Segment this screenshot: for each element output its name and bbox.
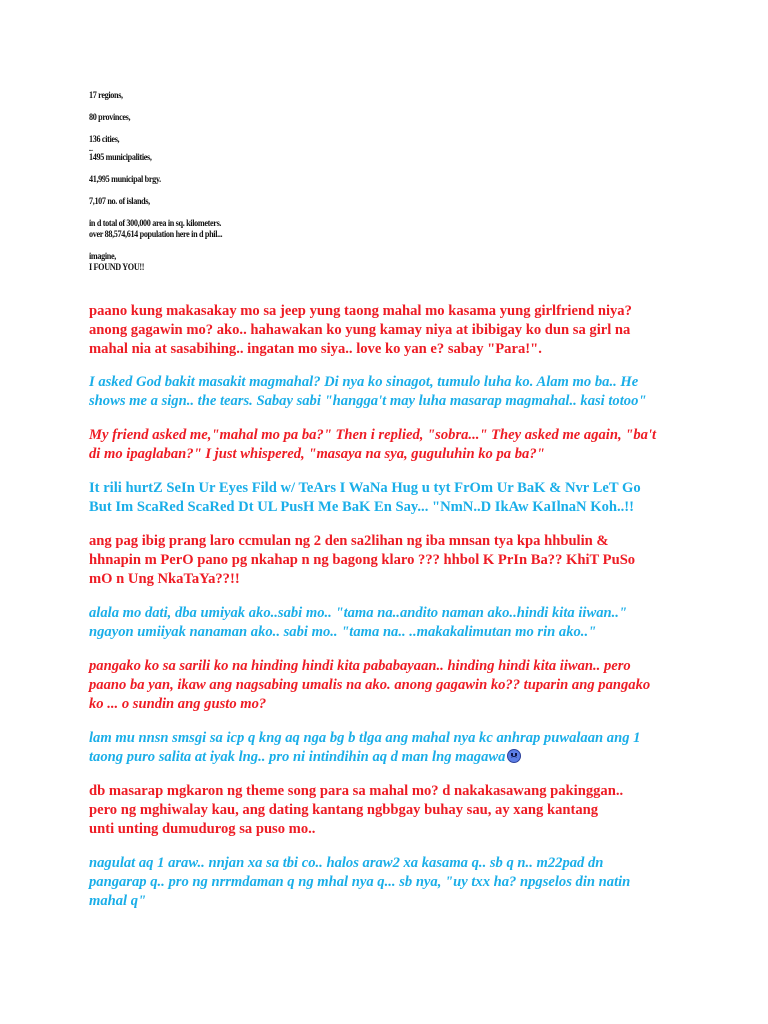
- stat-found-you: I FOUND YOU!!: [89, 263, 145, 273]
- paragraph-line: mahal nia at sasabihing.. ingatan mo siya.. love ko yan e? sabay "Para!".: [89, 341, 542, 357]
- paragraph-asked-god: [89, 373, 689, 411]
- paragraph-friend-asked: [89, 426, 689, 464]
- paragraph-line: My friend asked me,"mahal mo pa ba?" Then i replied, "sobra..." They asked me again, "ba't: [89, 427, 657, 443]
- stat-cities: 136 cities,: [89, 135, 120, 145]
- paragraph-line: mO n Ung NkaTaYa??!!: [89, 571, 240, 587]
- paragraph-line: pangarap q.. pro ng nrrmdaman q ng mhal nya q... sb nya, "uy txx ha? npgselos din natin: [89, 874, 631, 890]
- paragraph-lam-mu: [89, 729, 689, 767]
- paragraph-line: alala mo dati, dba umiyak ako..sabi mo.. "tama na..andito naman ako..hindi kita iiwan..": [89, 605, 628, 621]
- paragraph-line: pero ng mghiwalay kau, ang dating kantang ngbbgay buhay sau, ay xang kantang: [89, 802, 599, 818]
- paragraph-jeep: [89, 302, 689, 359]
- paragraph-line: I asked God bakit masakit magmahal? Di nya ko sinagot, tumulo luha ko. Alam mo ba.. He: [89, 374, 639, 390]
- paragraph-alala: [89, 604, 689, 642]
- paragraph-line: paano kung makasakay mo sa jeep yung taong mahal mo kasama yung girlfriend niya?: [89, 303, 632, 319]
- paragraph-line: ko ... o sundin ang gusto mo?: [89, 696, 267, 712]
- paragraph-line: paano ba yan, ikaw ang nagsabing umalis na ako. anong gagawin ko?? tuparin ang pangako: [89, 677, 651, 693]
- paragraph-line: pangako ko sa sarili ko na hinding hindi kita pababayaan.. hinding hindi kita iiwan.. pero: [89, 658, 631, 674]
- stat-ellipsis: ...: [89, 145, 93, 153]
- stat-regions: 17 regions,: [89, 91, 123, 101]
- stat-provinces: 80 provinces,: [89, 113, 131, 123]
- paragraph-line: lam mu nnsn smsgi sa icp q kng aq nga bg b tlga ang mahal nya kc anhrap puwalaan ang 1: [89, 730, 641, 746]
- stat-imagine: imagine,: [89, 252, 116, 262]
- paragraph-line: unti unting dumudurog sa puso mo..: [89, 821, 316, 837]
- paragraph-line: db masarap mgkaron ng theme song para sa mahal mo? d nakakasawang pakinggan..: [89, 783, 624, 799]
- paragraph-pangako: [89, 657, 689, 714]
- paragraph-line: shows me a sign.. the tears. Sabay sabi "hangga't may luha masarap magmahal.. kasi totoo": [89, 393, 647, 409]
- stats-block: [89, 91, 399, 274]
- paragraph-line: ang pag ibig prang laro ccmulan ng 2 den sa2lihan ng iba mnsan tya kpa hhbulin &: [89, 533, 609, 549]
- stat-barangays: 41,995 municipal brgy.: [89, 175, 161, 185]
- paragraph-line: mahal q": [89, 893, 147, 909]
- paragraph-theme-song: [89, 782, 689, 839]
- stat-islands: 7,107 no. of islands,: [89, 197, 150, 207]
- paragraph-line: It rili hurtZ SeIn Ur Eyes Fild w/ TeArs I WaNa Hug u tyt FrOm Ur BaK & Nvr LeT Go: [89, 480, 641, 496]
- paragraph-line: di mo ipaglaban?" I just whispered, "masaya na sya, guguluhin ko pa ba?": [89, 446, 545, 462]
- paragraph-nagulat: [89, 854, 689, 911]
- paragraph-line: But Im ScaRed ScaRed Dt UL PusH Me BaK En Say... "NmN..D IkAw KaIlnaN Koh..!!: [89, 499, 635, 515]
- paragraph-line: anong gagawin mo? ako.. hahawakan ko yung kamay niya at ibibigay ko dun sa girl na: [89, 322, 631, 338]
- sad-face-icon: [507, 749, 521, 763]
- stat-area: in d total of 300,000 area in sq. kilometers.: [89, 219, 222, 229]
- paragraph-line: [89, 748, 689, 767]
- stat-municipalities: 1495 municipalities,: [89, 153, 152, 163]
- paragraph-pag-ibig: [89, 532, 689, 589]
- paragraph-line: nagulat aq 1 araw.. nnjan xa sa tbi co.. halos araw2 xa kasama q.. sb q n.. m22pad dn: [89, 855, 604, 871]
- paragraph-line: ngayon umiiyak nanaman ako.. sabi mo.. "tama na.. ..makakalimutan mo rin ako..": [89, 624, 597, 640]
- paragraph-line-text: taong puro salita at iyak lng.. pro ni intindihin aq d man lng magawa: [89, 749, 506, 765]
- stat-population: over 88,574,614 population here in d phil...: [89, 230, 223, 240]
- paragraph-line: hhnapin m PerO pano pg nkahap n ng bagong klaro ??? hhbol K PrIn Ba?? KhiT PuSo: [89, 552, 636, 568]
- paragraph-hurts: [89, 479, 689, 517]
